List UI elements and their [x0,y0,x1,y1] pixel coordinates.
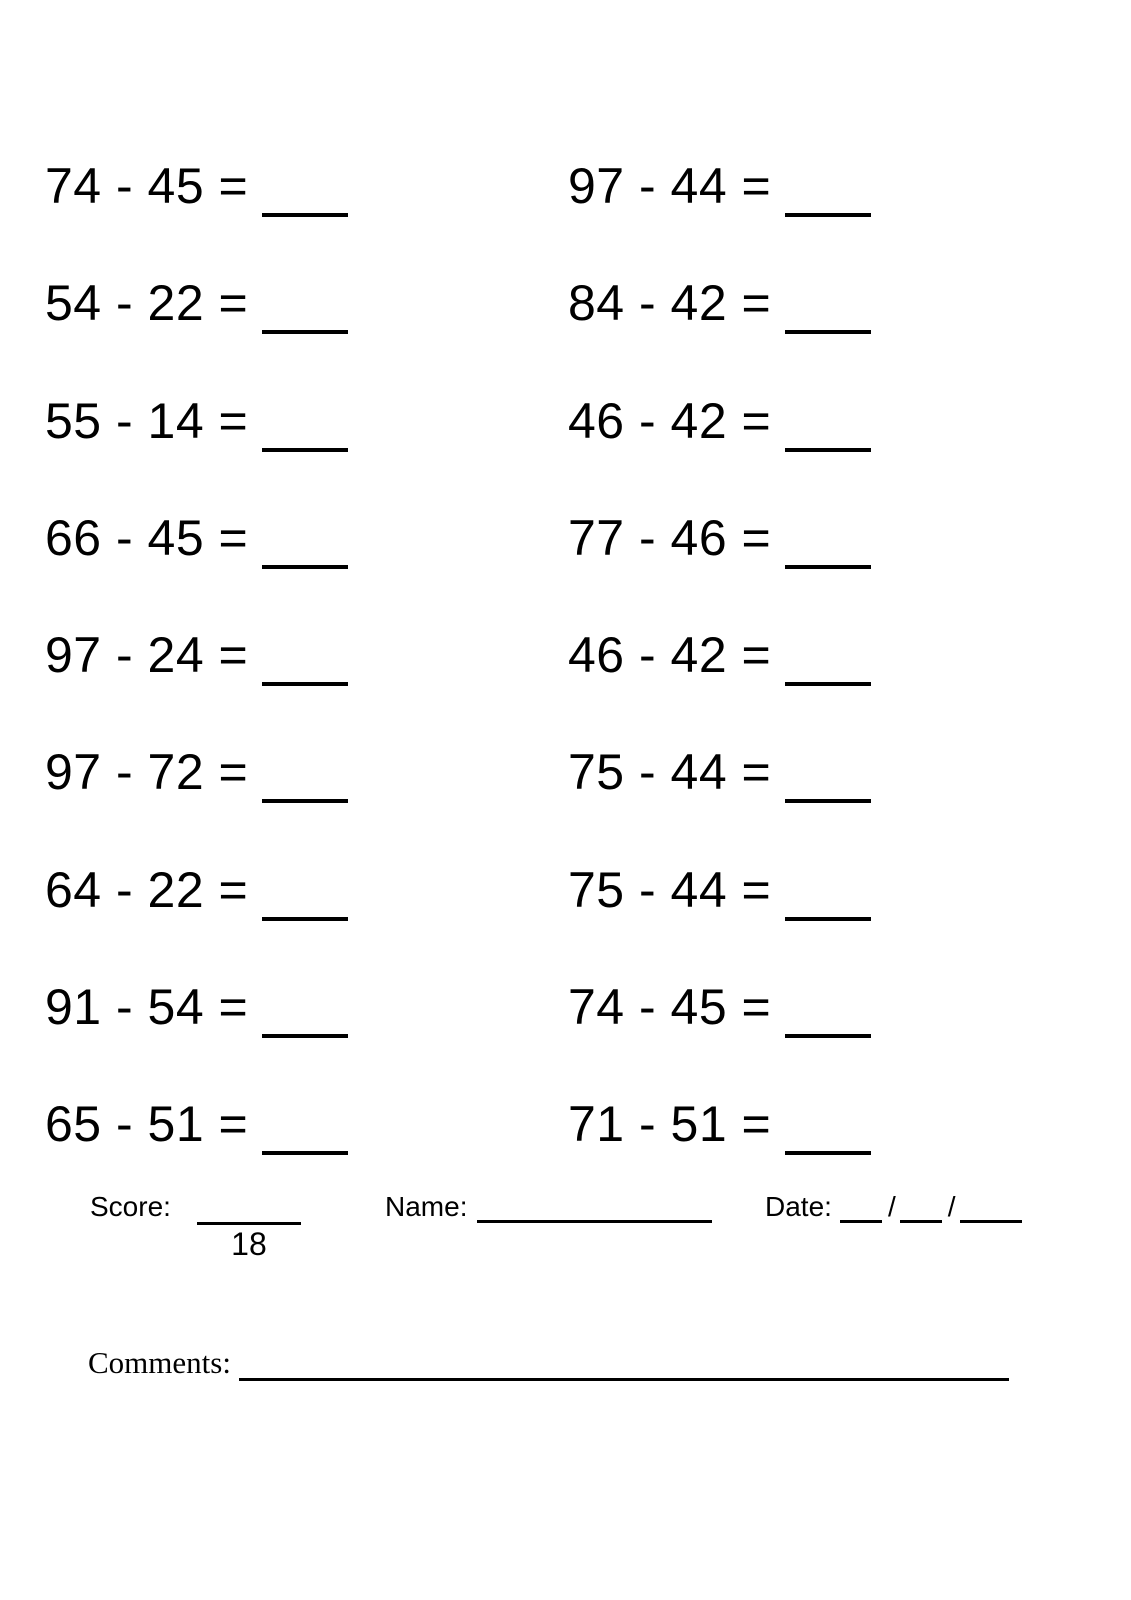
comments-label: Comments: [88,1345,231,1380]
date-year-blank [960,1220,1022,1223]
answer-blank [262,799,348,803]
problem [45,510,568,627]
problem-expression: 46 - 42 = [568,627,772,684]
answer-blank [262,682,348,686]
answer-blank [785,448,871,452]
score-fraction [197,1192,301,1261]
problem [45,744,568,861]
problem-expression: 84 - 42 = [568,275,772,332]
answer-blank [785,682,871,686]
answer-blank [785,917,871,921]
problem-expression: 74 - 45 = [45,158,249,214]
date-label: Date: [765,1191,832,1222]
problem-expression: 55 - 14 = [45,392,249,449]
problem-expression: 66 - 45 = [45,509,249,566]
problem-expression: 97 - 24 = [45,627,249,684]
answer-blank [262,1034,348,1038]
problem-expression: 46 - 42 = [568,392,772,449]
answer-blank [785,213,871,217]
problem-expression: 74 - 45 = [568,979,772,1036]
date-group [765,1192,1022,1223]
problem [45,979,568,1096]
answer-blank [785,1151,871,1155]
date-day-blank [840,1220,882,1223]
problem [45,275,568,392]
name-blank-line [477,1220,712,1223]
problem-expression: 97 - 44 = [568,158,772,214]
score-blank-line [197,1192,301,1225]
problem [568,979,871,1096]
answer-blank [262,917,348,921]
answer-blank [785,1034,871,1038]
comments-blank-line [239,1378,1009,1381]
problem-expression: 65 - 51 = [45,1096,249,1153]
score-label: Score: [90,1191,171,1222]
problem [45,393,568,510]
problem [568,275,871,392]
answer-blank [785,799,871,803]
problem [568,627,871,744]
problem [568,393,871,510]
comments-row [88,1346,1009,1381]
problem [568,744,871,861]
answer-blank [262,213,348,217]
problems-grid [45,158,871,1214]
date-separator: / [887,1191,896,1222]
problem [568,862,871,979]
problem-expression: 71 - 51 = [568,1096,772,1153]
problem-expression: 77 - 46 = [568,509,772,566]
answer-blank [785,330,871,334]
score-total: 18 [231,1226,267,1262]
problem [568,158,871,275]
date-month-blank [900,1220,942,1223]
name-label: Name: [385,1191,468,1222]
problem-expression: 75 - 44 = [568,861,772,918]
score-group [90,1192,301,1261]
name-group [385,1192,712,1223]
problem-expression: 97 - 72 = [45,744,249,801]
problems-column-left [45,158,568,1214]
answer-blank [262,448,348,452]
problem-expression: 64 - 22 = [45,861,249,918]
problem [45,862,568,979]
answer-blank [262,1151,348,1155]
problem-expression: 75 - 44 = [568,744,772,801]
problem [568,510,871,627]
answer-blank [262,565,348,569]
problems-column-right [568,158,871,1214]
date-separator: / [947,1191,956,1222]
answer-blank [785,565,871,569]
problem [45,158,568,275]
answer-blank [262,330,348,334]
problem-expression: 54 - 22 = [45,275,249,332]
problem-expression: 91 - 54 = [45,979,249,1036]
problem [45,627,568,744]
